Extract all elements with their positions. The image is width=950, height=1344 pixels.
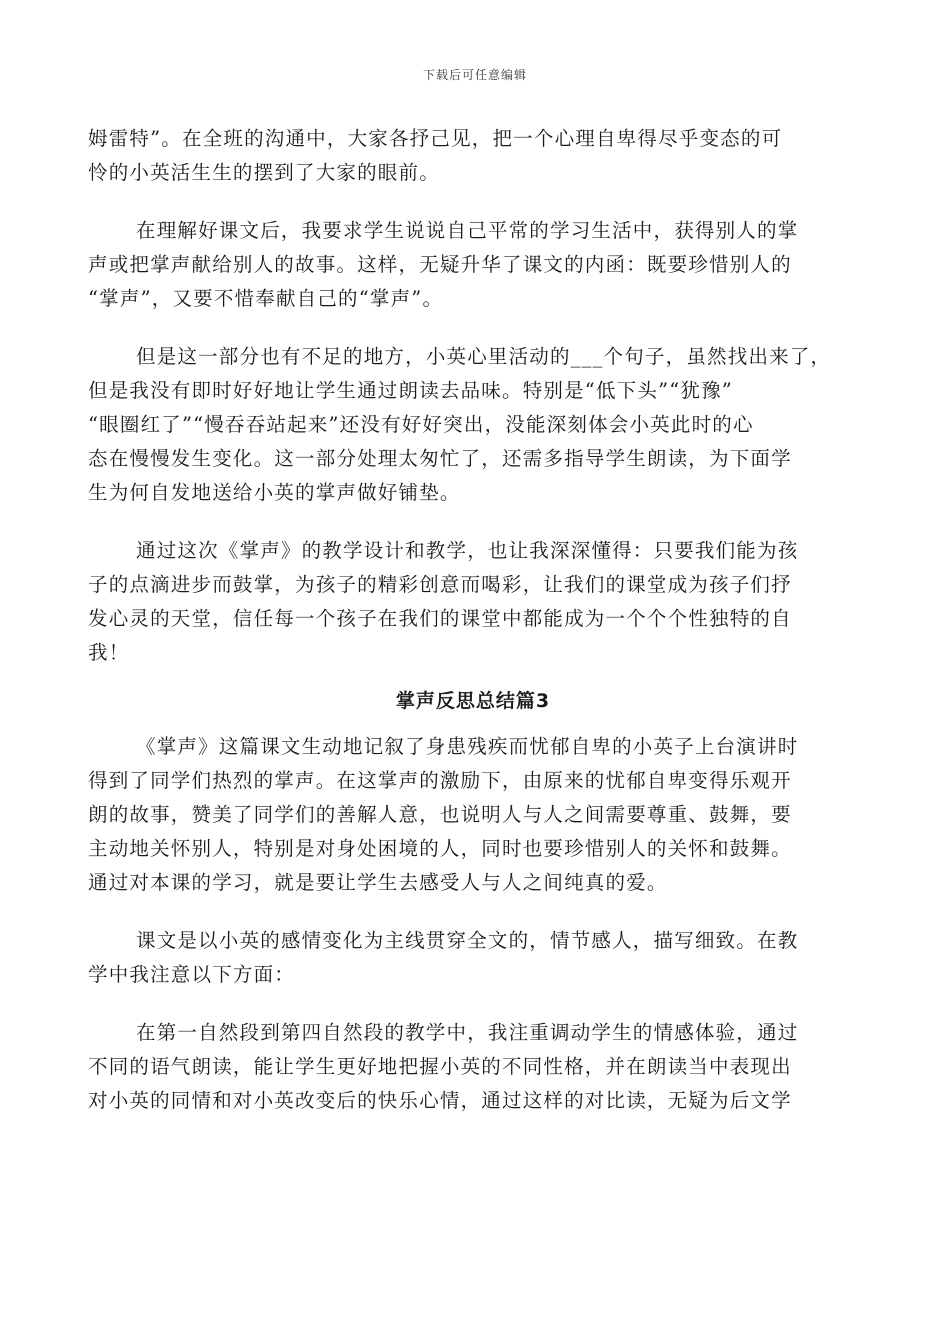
- text-line: 怜的小英活生生的摆到了大家的眼前。: [88, 161, 440, 184]
- page-header: 下载后可任意编辑: [422, 68, 527, 82]
- document-body: [88, 122, 858, 1118]
- paragraph: [88, 122, 858, 190]
- paragraph: [88, 534, 858, 670]
- text-line: 对小英的同情和对小英改变后的快乐心情，通过这样的对比读，无疑为后文学: [88, 1089, 792, 1112]
- text-line: 我！: [88, 641, 130, 664]
- text-line: 态在慢慢发生变化。这一部分处理太匆忙了，还需多指导学生朗读，为下面学: [88, 447, 792, 470]
- text-line: 不同的语气朗读，能让学生更好地把握小英的不同性格，并在朗读当中表现出: [88, 1055, 792, 1078]
- paragraph: [88, 730, 858, 900]
- text-line: 通过对本课的学习，就是要让学生去感受人与人之间纯真的爱。: [88, 871, 668, 894]
- text-line: 在理解好课文后，我要求学生说说自己平常的学习生活中，获得别人的掌: [136, 219, 799, 242]
- text-line: 在第一自然段到第四自然段的教学中，我注重调动学生的情感体验，通过: [136, 1021, 799, 1044]
- text-line: 但是这一部分也有不足的地方，小英心里活动的___个句子，虽然找出来了，: [136, 345, 832, 368]
- text-line: 生为何自发地送给小英的掌声做好铺垫。: [88, 481, 461, 504]
- paragraph: [88, 340, 858, 510]
- paragraph: [88, 1016, 858, 1118]
- text-line: 课文是以小英的感情变化为主线贯穿全文的，情节感人，描写细致。在教: [136, 929, 799, 952]
- text-line: 姆雷特”。在全班的沟通中，大家各抒己见，把一个心理自卑得尽乎变态的可: [88, 127, 783, 150]
- paragraph: [88, 924, 858, 992]
- text-line: 得到了同学们热烈的掌声。在这掌声的激励下，由原来的忧郁自卑变得乐观开: [88, 769, 792, 792]
- text-line: 学中我注意以下方面：: [88, 963, 296, 986]
- text-line: “掌声”，又要不惜奉献自己的“掌声”。: [88, 287, 444, 310]
- text-line: 朗的故事，赞美了同学们的善解人意，也说明人与人之间需要尊重、鼓舞，要: [88, 803, 792, 826]
- text-line: 《掌声》这篇课文生动地记叙了身患残疾而忧郁自卑的小英子上台演讲时: [136, 735, 799, 758]
- paragraph: [88, 214, 858, 316]
- section-heading: 掌声反思总结篇3: [395, 690, 551, 712]
- text-line: 主动地关怀别人，特别是对身处困境的人，同时也要珍惜别人的关怀和鼓舞。: [88, 837, 792, 860]
- text-line: “眼圈红了”“慢吞吞站起来”还没有好好突出，没能深刻体会小英此时的心: [88, 413, 754, 436]
- text-line: 发心灵的天堂，信任每一个孩子在我们的课堂中都能成为一个个个性独特的自: [88, 607, 792, 630]
- text-line: 子的点滴进步而鼓掌，为孩子的精彩创意而喝彩，让我们的课堂成为孩子们抒: [88, 573, 792, 596]
- text-line: 但是我没有即时好好地让学生通过朗读去品味。特别是“低下头”“犹豫”: [88, 379, 733, 402]
- text-line: 声或把掌声献给别人的故事。这样，无疑升华了课文的内函：既要珍惜别人的: [88, 253, 792, 276]
- text-line: 通过这次《掌声》的教学设计和教学，也让我深深懂得：只要我们能为孩: [136, 539, 799, 562]
